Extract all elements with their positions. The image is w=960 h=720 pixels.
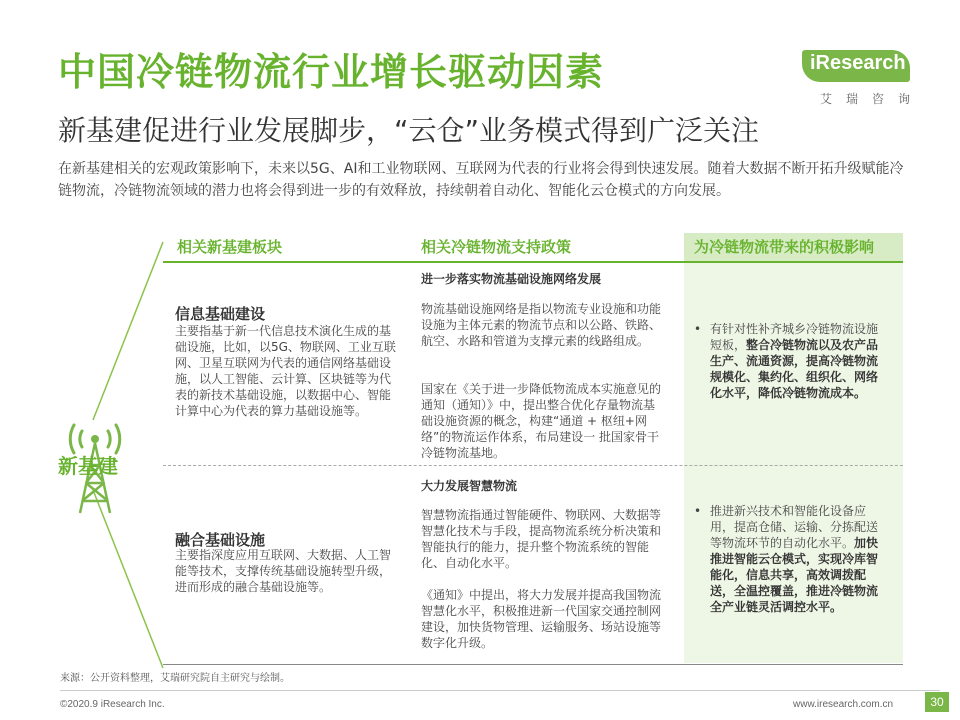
logo-word: iResearch [810, 52, 906, 74]
new-infrastructure-label: 新基建 [58, 454, 118, 478]
policy-paragraph: 物流基础设施网络是指以物流专业设施和功能设施为主体元素的物流节点和以公路、铁路、航空、水路和管道为支撑元素的线路组成。 [421, 302, 662, 348]
impact-bullet [694, 321, 886, 401]
row-divider [163, 465, 903, 466]
impact-bullet [694, 503, 886, 615]
policy-paragraph: 智慧物流指通过智能硬件、物联网、大数据等智慧化技术与手段，提高物流系统分析决策和智能执行的能力，提升整个物流系统的智能化、自动化水平。 [421, 508, 662, 570]
logo-cn: 艾瑞咨询 [820, 92, 925, 106]
category-description: 主要指基于新一代信息技术演化生成的基础设施，比如，以5G、物联网、工业互联网、卫星互联网为代表的通信网络基础设施，以人工智能、云计算、区块链等为代表的新技术基础设施，以数据中心、智能计算中心为代表的算力基础设施等。 [175, 324, 396, 418]
policy-heading: 大力发展智慧物流 [421, 479, 518, 493]
source-note: 来源：公开资料整理，艾瑞研究院自主研究与绘制。 [60, 673, 290, 684]
category-title: 信息基础建设 [175, 305, 266, 323]
header-divider [163, 261, 903, 263]
page-number: 30 [925, 692, 949, 712]
page-subtitle: 新基建促进行业发展脚步，“云仓”业务模式得到广泛关注 [58, 114, 760, 147]
category-title: 融合基础设施 [175, 531, 266, 549]
copyright: ©2020.9 iResearch Inc. [60, 699, 165, 710]
iresearch-logo [790, 50, 925, 110]
policy-paragraph: 《通知》中提出，将大力发展并提高我国物流智慧化水平，积极推进新一代国家交通控制网建设，加快货物管理、运输服务、场站设施等数字化升级。 [421, 588, 662, 650]
policy-heading: 进一步落实物流基础设施网络发展 [421, 272, 602, 286]
bullet-dot: • [694, 322, 702, 336]
header-impact: 为冷链物流带来的积极影响 [694, 238, 875, 256]
website-url: www.iresearch.com.cn [793, 699, 894, 710]
impact-text: 推进新兴技术和智能化设备应用，提高仓储、运输、分拣配送等物流环节的自动化水平。 [710, 504, 879, 550]
impact-text-bold: 整合冷链物流以及农产品生产、流通资源，提高冷链物流规模化、集约化、组织化、网络化水平，降低冷链物流成本。 [710, 338, 879, 400]
policy-paragraph: 国家在《关于进一步降低物流成本实施意见的通知（通知）》中，提出整合优化存量物流基础设施资源的概念，构建“通道 + 枢纽+网络”的物流运作体系，布局建设一 批国家骨干冷链物流基地。 [421, 382, 662, 460]
page-title: 中国冷链物流行业增长驱动因素 [58, 50, 605, 94]
header-infrastructure: 相关新基建板块 [177, 238, 283, 256]
table-bottom-line [163, 664, 903, 665]
intro-paragraph: 在新基建相关的宏观政策影响下，未来以5G、AI和工业物联网、互联网为代表的行业将会得到快速发展。随着大数据不断开拓升级赋能冷链物流，冷链物流领域的潜力也将会得到进一步的有效释放，持续朝着自动化、智能化云仓模式的方向发展。 [58, 161, 904, 199]
header-policy: 相关冷链物流支持政策 [421, 238, 572, 256]
drivers-table [163, 233, 903, 665]
impact-text-bold: 加快推进智能云仓模式，实现冷库智能化，信息共享，高效调拨配送，全温控覆盖，推进冷链物流全产业链灵活调控水平。 [710, 536, 879, 614]
bullet-dot: • [694, 504, 702, 518]
footer-divider [60, 690, 940, 691]
category-description: 主要指深度应用互联网、大数据、人工智能等技术，支撑传统基础设施转型升级，进而形成的融合基础设施等。 [175, 548, 392, 594]
impact-text: 有针对性补齐城乡冷链物流设施短板， [710, 322, 879, 352]
